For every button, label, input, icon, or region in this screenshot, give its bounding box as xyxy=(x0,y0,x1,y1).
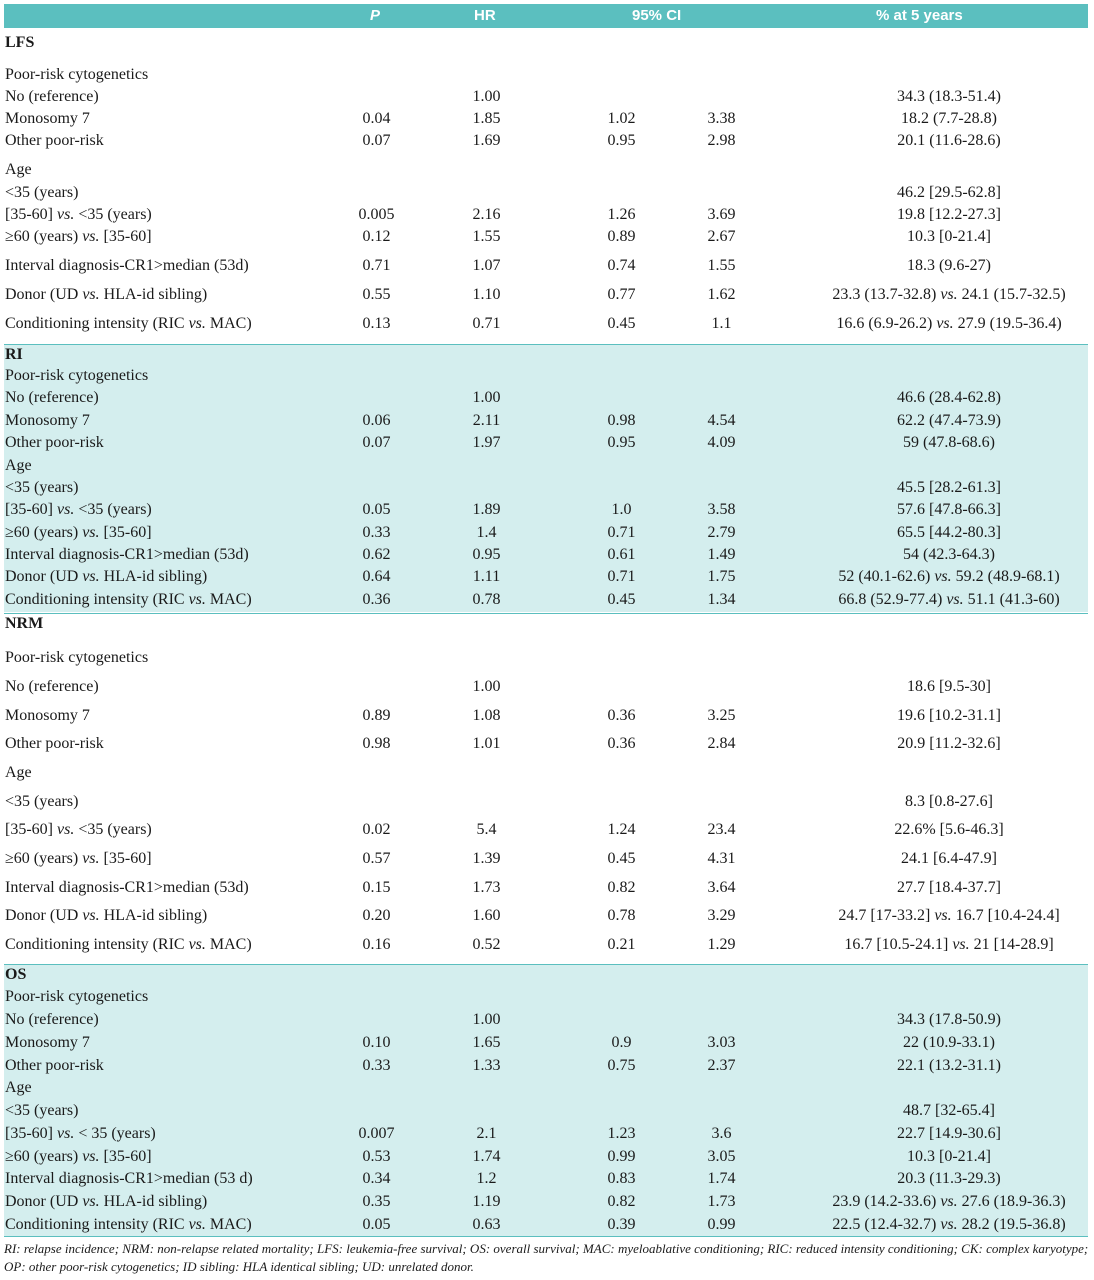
hazard-ratio: 0.71 xyxy=(472,315,501,332)
ci-lower: 0.71 xyxy=(607,524,636,541)
hazard-ratio: 1.85 xyxy=(472,110,501,127)
row-label: Monosomy 7 xyxy=(5,412,90,429)
ci-lower: 0.78 xyxy=(607,907,636,924)
row-label: Donor (UD vs. HLA-id sibling) xyxy=(5,286,208,303)
ci-lower: 0.95 xyxy=(607,132,636,149)
percent-at-5-years: 62.2 (47.4-73.9) xyxy=(897,412,1001,429)
row-label: ≥60 (years) vs. [35-60] xyxy=(5,228,152,245)
table-row xyxy=(4,159,1088,181)
p-value: 0.98 xyxy=(362,735,391,752)
p-value: 0.33 xyxy=(362,524,391,541)
percent-at-5-years: 23.3 (13.7-32.8) vs. 24.1 (15.7-32.5) xyxy=(832,286,1066,303)
row-label: Conditioning intensity (RIC vs. MAC) xyxy=(5,936,252,953)
section-nrm xyxy=(4,613,1088,964)
ci-upper: 1.74 xyxy=(707,1170,736,1187)
percent-at-5-years: 46.2 [29.5-62.8] xyxy=(897,184,1001,201)
ci-lower: 0.61 xyxy=(607,546,636,563)
ci-lower: 0.39 xyxy=(607,1216,636,1233)
hazard-ratio: 0.78 xyxy=(472,591,501,608)
table-row xyxy=(4,733,1088,755)
row-label: [35-60] vs. <35 (years) xyxy=(5,206,152,223)
table-row xyxy=(4,313,1088,335)
hazard-ratio: 2.16 xyxy=(472,206,501,223)
hazard-ratio: 2.11 xyxy=(472,412,501,429)
hazard-ratio: 1.39 xyxy=(472,850,501,867)
hazard-ratio: 1.2 xyxy=(476,1170,497,1187)
row-label: Interval diagnosis-CR1>median (53d) xyxy=(5,257,249,274)
table-row xyxy=(4,986,1088,1008)
percent-at-5-years: 19.8 [12.2-27.3] xyxy=(897,206,1001,223)
footnote: RI: relapse incidence; NRM: non-relapse related mortality; LFS: leukemia-free survival; OS: overall survival; MAC: myeloablative conditioning; RIC: reduced intensity conditioning; CK: complex karyotype; OP: other poor-risk cytogenetics; ID sibling: HLA identical sibling; UD: unrelated donor. xyxy=(4,1241,1089,1274)
hazard-ratio: 5.4 xyxy=(476,821,497,838)
row-label: Interval diagnosis-CR1>median (53d) xyxy=(5,546,249,563)
row-label: No (reference) xyxy=(5,88,99,105)
p-value: 0.36 xyxy=(362,591,391,608)
ci-upper: 2.67 xyxy=(707,228,736,245)
ci-upper: 2.98 xyxy=(707,132,736,149)
ci-upper: 1.73 xyxy=(707,1193,736,1210)
table-row xyxy=(4,1146,1088,1168)
ci-lower: 0.82 xyxy=(607,1193,636,1210)
ci-upper: 23.4 xyxy=(707,821,736,838)
ci-upper: 3.05 xyxy=(707,1148,736,1165)
table-row xyxy=(4,64,1088,86)
percent-at-5-years: 18.6 [9.5-30] xyxy=(907,678,991,695)
row-label: Interval diagnosis-CR1>median (53 d) xyxy=(5,1170,253,1187)
row-label: ≥60 (years) vs. [35-60] xyxy=(5,1148,152,1165)
ci-upper: 3.69 xyxy=(707,206,736,223)
ci-upper: 2.84 xyxy=(707,735,736,752)
section-os xyxy=(4,964,1088,1236)
table-row xyxy=(4,365,1088,387)
ci-lower: 0.21 xyxy=(607,936,636,953)
percent-at-5-years: 16.7 [10.5-24.1] vs. 21 [14-28.9] xyxy=(844,936,1054,953)
table-row xyxy=(4,1168,1088,1190)
percent-at-5-years: 54 (42.3-64.3) xyxy=(903,546,995,563)
hazard-ratio: 1.00 xyxy=(472,678,501,695)
percent-at-5-years: 57.6 [47.8-66.3] xyxy=(897,501,1001,518)
p-value: 0.05 xyxy=(362,1216,391,1233)
percent-at-5-years: 22.7 [14.9-30.6] xyxy=(897,1125,1001,1142)
ci-lower: 0.36 xyxy=(607,707,636,724)
ci-lower: 0.77 xyxy=(607,286,636,303)
table-row xyxy=(4,130,1088,152)
hazard-ratio: 1.33 xyxy=(472,1057,501,1074)
hazard-ratio: 1.97 xyxy=(472,434,501,451)
row-label: [35-60] vs. < 35 (years) xyxy=(5,1125,156,1142)
row-label: Conditioning intensity (RIC vs. MAC) xyxy=(5,1216,252,1233)
hazard-ratio: 1.60 xyxy=(472,907,501,924)
ci-upper: 3.29 xyxy=(707,907,736,924)
row-label: Conditioning intensity (RIC vs. MAC) xyxy=(5,315,252,332)
percent-at-5-years: 46.6 (28.4-62.8) xyxy=(897,389,1001,406)
section-title-row xyxy=(4,344,1088,366)
table-row xyxy=(4,647,1088,669)
ci-upper: 3.38 xyxy=(707,110,736,127)
table-row xyxy=(4,522,1088,544)
row-label: No (reference) xyxy=(5,678,99,695)
percent-at-5-years: 10.3 [0-21.4] xyxy=(907,228,991,245)
hazard-ratio: 1.01 xyxy=(472,735,501,752)
row-label: Other poor-risk xyxy=(5,434,104,451)
table-row xyxy=(4,544,1088,566)
ci-upper: 4.31 xyxy=(707,850,736,867)
hazard-ratio: 0.95 xyxy=(472,546,501,563)
ci-lower: 1.0 xyxy=(611,501,632,518)
hazard-ratio: 1.65 xyxy=(472,1034,501,1051)
table-row xyxy=(4,905,1088,927)
table-header xyxy=(4,4,1088,28)
table-row xyxy=(4,676,1088,698)
ci-lower: 0.9 xyxy=(611,1034,632,1051)
percent-at-5-years: 23.9 (14.2-33.6) vs. 27.6 (18.9-36.3) xyxy=(832,1193,1066,1210)
table-row xyxy=(4,284,1088,306)
table-row xyxy=(4,589,1088,611)
p-value: 0.62 xyxy=(362,546,391,563)
p-value: 0.57 xyxy=(362,850,391,867)
p-value: 0.71 xyxy=(362,257,391,274)
percent-at-5-years: 22.1 (13.2-31.1) xyxy=(897,1057,1001,1074)
row-label: Age xyxy=(5,1079,32,1096)
row-label: [35-60] vs. <35 (years) xyxy=(5,821,152,838)
table-row xyxy=(4,1032,1088,1054)
row-label: Donor (UD vs. HLA-id sibling) xyxy=(5,568,208,585)
table-row xyxy=(4,86,1088,108)
table-row xyxy=(4,204,1088,226)
ci-lower: 1.23 xyxy=(607,1125,636,1142)
hazard-ratio: 1.10 xyxy=(472,286,501,303)
section-divider xyxy=(4,964,1088,965)
ci-upper: 2.37 xyxy=(707,1057,736,1074)
p-value: 0.89 xyxy=(362,707,391,724)
table-row xyxy=(4,1009,1088,1031)
table-row xyxy=(4,455,1088,477)
percent-at-5-years: 65.5 [44.2-80.3] xyxy=(897,524,1001,541)
p-value: 0.07 xyxy=(362,132,391,149)
percent-at-5-years: 52 (40.1-62.6) vs. 59.2 (48.9-68.1) xyxy=(838,568,1060,585)
section-title-row xyxy=(4,613,1088,635)
table-row xyxy=(4,848,1088,870)
ci-upper: 1.29 xyxy=(707,936,736,953)
header-p: P xyxy=(370,7,381,24)
ci-upper: 1.49 xyxy=(707,546,736,563)
hazard-ratio: 1.00 xyxy=(472,1011,501,1028)
table-row xyxy=(4,1214,1088,1236)
ci-upper: 3.03 xyxy=(707,1034,736,1051)
percent-at-5-years: 16.6 (6.9-26.2) vs. 27.9 (19.5-36.4) xyxy=(836,315,1062,332)
ci-lower: 1.26 xyxy=(607,206,636,223)
ci-upper: 1.62 xyxy=(707,286,736,303)
hazard-ratio: 2.1 xyxy=(476,1125,497,1142)
table-row xyxy=(4,705,1088,727)
ci-lower: 0.95 xyxy=(607,434,636,451)
row-label: ≥60 (years) vs. [35-60] xyxy=(5,524,152,541)
p-value: 0.05 xyxy=(362,501,391,518)
ci-upper: 3.6 xyxy=(711,1125,732,1142)
ci-lower: 0.36 xyxy=(607,735,636,752)
ci-upper: 1.75 xyxy=(707,568,736,585)
p-value: 0.35 xyxy=(362,1193,391,1210)
p-value: 0.04 xyxy=(362,110,391,127)
section-title-row xyxy=(4,32,1088,54)
percent-at-5-years: 18.2 (7.7-28.8) xyxy=(901,110,997,127)
row-label: Monosomy 7 xyxy=(5,110,90,127)
section-title: OS xyxy=(5,966,27,983)
percent-at-5-years: 48.7 [32-65.4] xyxy=(903,1102,995,1119)
table-row xyxy=(4,410,1088,432)
ci-lower: 1.02 xyxy=(607,110,636,127)
row-label: Interval diagnosis-CR1>median (53d) xyxy=(5,879,249,896)
section-lfs xyxy=(4,32,1088,344)
row-label: <35 (years) xyxy=(5,793,79,810)
hazard-ratio: 1.55 xyxy=(472,228,501,245)
percent-at-5-years: 18.3 (9.6-27) xyxy=(907,257,991,274)
table-row xyxy=(4,819,1088,841)
table-row xyxy=(4,762,1088,784)
row-label: Other poor-risk xyxy=(5,1057,104,1074)
ci-lower: 0.71 xyxy=(607,568,636,585)
section-title-row xyxy=(4,964,1088,986)
percent-at-5-years: 66.8 (52.9-77.4) vs. 51.1 (41.3-60) xyxy=(838,591,1060,608)
ci-upper: 1.34 xyxy=(707,591,736,608)
p-value: 0.34 xyxy=(362,1170,391,1187)
row-label: Poor-risk cytogenetics xyxy=(5,367,149,384)
hazard-ratio: 1.73 xyxy=(472,879,501,896)
percent-at-5-years: 24.1 [6.4-47.9] xyxy=(901,850,997,867)
table-row xyxy=(4,1191,1088,1213)
table-row xyxy=(4,1055,1088,1077)
ci-upper: 1.55 xyxy=(707,257,736,274)
percent-at-5-years: 24.7 [17-33.2] vs. 16.7 [10.4-24.4] xyxy=(838,907,1060,924)
table-row xyxy=(4,877,1088,899)
row-label: No (reference) xyxy=(5,1011,99,1028)
percent-at-5-years: 22 (10.9-33.1) xyxy=(903,1034,995,1051)
ci-lower: 0.82 xyxy=(607,879,636,896)
row-label: Age xyxy=(5,161,32,178)
percent-at-5-years: 27.7 [18.4-37.7] xyxy=(897,879,1001,896)
table-row xyxy=(4,387,1088,409)
table-row xyxy=(4,791,1088,813)
hazard-ratio: 1.07 xyxy=(472,257,501,274)
header-hr: HR xyxy=(474,7,496,24)
section-divider xyxy=(4,613,1088,614)
row-label: Conditioning intensity (RIC vs. MAC) xyxy=(5,591,252,608)
p-value: 0.06 xyxy=(362,412,391,429)
percent-at-5-years: 20.3 (11.3-29.3) xyxy=(897,1170,1001,1187)
hazard-ratio: 1.00 xyxy=(472,88,501,105)
header-ci: 95% CI xyxy=(632,7,682,24)
hazard-ratio: 1.08 xyxy=(472,707,501,724)
table-row xyxy=(4,255,1088,277)
ci-upper: 3.64 xyxy=(707,879,736,896)
p-value: 0.20 xyxy=(362,907,391,924)
hazard-ratio: 1.74 xyxy=(472,1148,501,1165)
section-divider xyxy=(4,344,1088,345)
row-label: <35 (years) xyxy=(5,1102,79,1119)
ci-lower: 0.83 xyxy=(607,1170,636,1187)
ci-lower: 0.45 xyxy=(607,850,636,867)
table-bottom-rule xyxy=(4,1236,1088,1237)
row-label: Donor (UD vs. HLA-id sibling) xyxy=(5,907,208,924)
row-label: Other poor-risk xyxy=(5,132,104,149)
hazard-ratio: 1.89 xyxy=(472,501,501,518)
percent-at-5-years: 10.3 [0-21.4] xyxy=(907,1148,991,1165)
percent-at-5-years: 19.6 [10.2-31.1] xyxy=(897,707,1001,724)
row-label: Monosomy 7 xyxy=(5,707,90,724)
percent-at-5-years: 22.6% [5.6-46.3] xyxy=(894,821,1004,838)
row-label: No (reference) xyxy=(5,389,99,406)
ci-upper: 1.1 xyxy=(711,315,732,332)
hazard-ratio: 1.00 xyxy=(472,389,501,406)
ci-upper: 3.25 xyxy=(707,707,736,724)
row-label: Monosomy 7 xyxy=(5,1034,90,1051)
percent-at-5-years: 45.5 [28.2-61.3] xyxy=(897,479,1001,496)
ci-upper: 4.54 xyxy=(707,412,736,429)
p-value: 0.005 xyxy=(358,206,395,223)
p-value: 0.15 xyxy=(362,879,391,896)
row-label: Poor-risk cytogenetics xyxy=(5,988,149,1005)
percent-at-5-years: 34.3 (17.8-50.9) xyxy=(897,1011,1001,1028)
section-title: RI xyxy=(5,346,23,363)
ci-lower: 0.45 xyxy=(607,591,636,608)
percent-at-5-years: 8.3 [0.8-27.6] xyxy=(905,793,993,810)
ci-lower: 0.45 xyxy=(607,315,636,332)
ci-lower: 0.89 xyxy=(607,228,636,245)
p-value: 0.53 xyxy=(362,1148,391,1165)
percent-at-5-years: 34.3 (18.3-51.4) xyxy=(897,88,1001,105)
p-value: 0.13 xyxy=(362,315,391,332)
ci-lower: 0.98 xyxy=(607,412,636,429)
p-value: 0.16 xyxy=(362,936,391,953)
table-row xyxy=(4,108,1088,130)
hazard-ratio: 1.69 xyxy=(472,132,501,149)
ci-lower: 0.74 xyxy=(607,257,636,274)
ci-upper: 0.99 xyxy=(707,1216,736,1233)
percent-at-5-years: 20.9 [11.2-32.6] xyxy=(897,735,1001,752)
ci-upper: 2.79 xyxy=(707,524,736,541)
p-value: 0.10 xyxy=(362,1034,391,1051)
ci-lower: 1.24 xyxy=(607,821,636,838)
row-label: Poor-risk cytogenetics xyxy=(5,66,149,83)
ci-lower: 0.75 xyxy=(607,1057,636,1074)
percent-at-5-years: 59 (47.8-68.6) xyxy=(903,434,995,451)
section-title: LFS xyxy=(5,34,35,51)
ci-upper: 4.09 xyxy=(707,434,736,451)
hazard-ratio: 0.63 xyxy=(472,1216,501,1233)
section-ri xyxy=(4,344,1088,612)
hazard-ratio: 1.11 xyxy=(472,568,501,585)
row-label: Age xyxy=(5,764,32,781)
hazard-ratio: 0.52 xyxy=(472,936,501,953)
table-row xyxy=(4,432,1088,454)
percent-at-5-years: 22.5 (12.4-32.7) vs. 28.2 (19.5-36.8) xyxy=(832,1216,1066,1233)
table-row xyxy=(4,1077,1088,1099)
table-row xyxy=(4,182,1088,204)
row-label: ≥60 (years) vs. [35-60] xyxy=(5,850,152,867)
row-label: Age xyxy=(5,457,32,474)
p-value: 0.02 xyxy=(362,821,391,838)
table-row xyxy=(4,934,1088,956)
row-label: Donor (UD vs. HLA-id sibling) xyxy=(5,1193,208,1210)
hazard-ratio: 1.4 xyxy=(476,524,497,541)
row-label: <35 (years) xyxy=(5,184,79,201)
row-label: [35-60] vs. <35 (years) xyxy=(5,501,152,518)
p-value: 0.33 xyxy=(362,1057,391,1074)
p-value: 0.007 xyxy=(358,1125,395,1142)
p-value: 0.07 xyxy=(362,434,391,451)
header-pct: % at 5 years xyxy=(876,7,963,24)
p-value: 0.64 xyxy=(362,568,391,585)
ci-lower: 0.99 xyxy=(607,1148,636,1165)
hazard-ratio: 1.19 xyxy=(472,1193,501,1210)
section-title: NRM xyxy=(5,615,44,632)
row-label: Poor-risk cytogenetics xyxy=(5,649,149,666)
table-row xyxy=(4,226,1088,248)
table-row xyxy=(4,1123,1088,1145)
table-row xyxy=(4,566,1088,588)
table-row xyxy=(4,499,1088,521)
ci-upper: 3.58 xyxy=(707,501,736,518)
p-value: 0.55 xyxy=(362,286,391,303)
table-row xyxy=(4,477,1088,499)
row-label: Other poor-risk xyxy=(5,735,104,752)
p-value: 0.12 xyxy=(362,228,391,245)
table-row xyxy=(4,1100,1088,1122)
percent-at-5-years: 20.1 (11.6-28.6) xyxy=(897,132,1001,149)
row-label: <35 (years) xyxy=(5,479,79,496)
